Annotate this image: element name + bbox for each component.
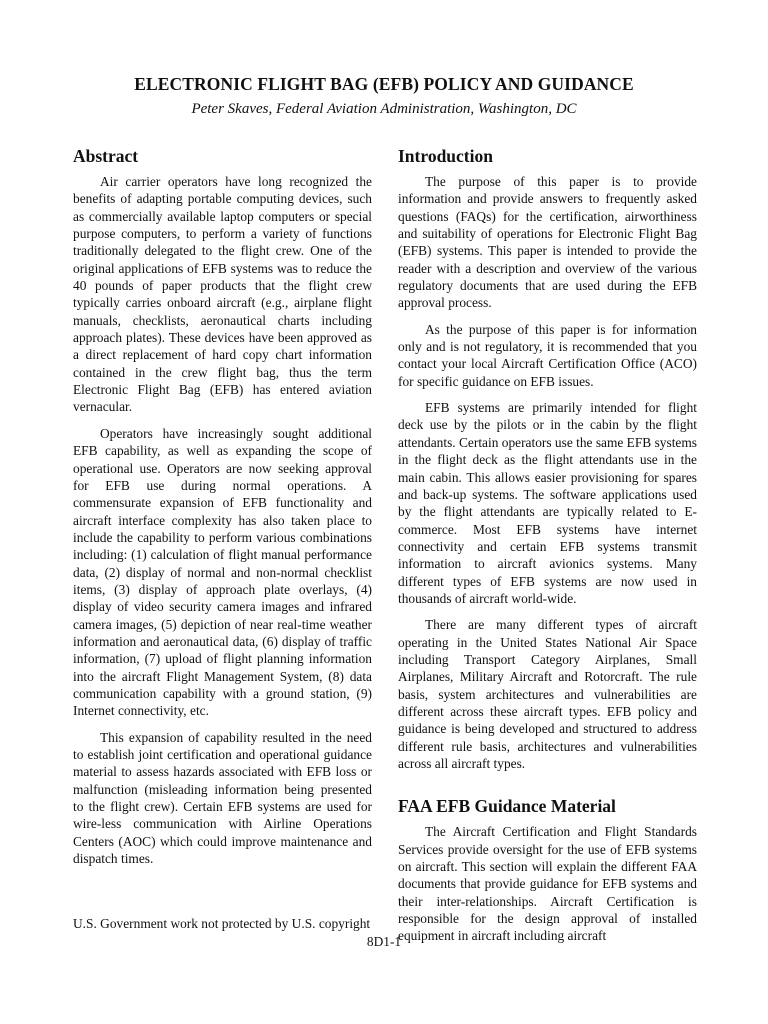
left-column — [73, 145, 372, 876]
guidance-heading: FAA EFB Guidance Material — [398, 796, 616, 817]
abstract-paragraph-1: Air carrier operators have long recognized the benefits of adapting portable computing devices, such as commercially available laptop computers or special purpose computers, to perform a variety of functions traditionally delegated to the flight crew. One of the original applications of EFB systems was to reduce the 40 pounds of paper products that the flight crew typically carries onboard aircraft (e.g., airplane flight manuals, checklists, aeronautical charts including approach plates). These devices have been approved as a direct replacement of hard copy chart information contained in the crew flight bag, thus the term Electronic Flight Bag (EFB) has entered aviation vernacular. — [73, 174, 372, 415]
abstract-heading: Abstract — [73, 146, 139, 166]
guidance-paragraph-1: The Aircraft Certification and Flight Standards Services provide oversight for the use of EFB systems on aircraft. This section will explain the different FAA documents that provide guidance for EFB systems and their inter-relationships. Aircraft Certification is responsible for the design approval of installed equipment in aircraft including aircraft — [398, 824, 697, 944]
abstract-paragraph-3: This expansion of capability resulted in the need to establish joint certification and operational guidance material to assess hazards associated with EFB loss or malfunction (misleading information being presented to the flight crew). Certain EFB systems are used for wire-less communication with Airline Operations Centers (AOC) which could improve maintenance and dispatch times. — [73, 729, 372, 867]
introduction-paragraph-1: The purpose of this paper is to provide information and provide answers to frequently asked questions (FAQs) for the certification, airworthiness and suitability of operations for Electronic Flight Bag (EFB) systems. This paper is intended to provide the reader with a description and overview of the various regulatory documents that are used during the EFB approval process. — [398, 174, 697, 311]
paper-title: ELECTRONIC FLIGHT BAG (EFB) POLICY AND GUIDANCE — [134, 74, 634, 94]
right-column — [398, 145, 697, 954]
paper-author: Peter Skaves, Federal Aviation Administration, Washington, DC — [191, 101, 577, 117]
page-number: 8D1-1 — [366, 934, 402, 949]
abstract-paragraph-2: Operators have increasingly sought additional EFB capability, as well as expanding the scope of operational use. Operators are now seeking approval for EFB use during normal operations. A commensurate expansion of EFB functionality and aircraft interface complexity has also taken place to include the capability to perform various combinations including: (1) calculation of flight manual performance data, (2) display of normal and non-normal checklist items, (3) display of approach plate overlays, (4) display of video security camera images and infrared camera images, (5) depiction of near real-time weather information and aeronautical data, (6) display of traffic information, (7) upload of flight planning information into the aircraft Flight Management System, (8) data communication capability with a ground station, (9) Internet connectivity, etc. — [73, 425, 372, 719]
introduction-paragraph-3: EFB systems are primarily intended for flight deck use by the pilots or in the cabin by the flight attendants. Certain operators use the same EFB systems in the flight deck as the flight attendants use in the main cabin. This allows easier provisioning for spares and back-up systems. The software applications used by the flight attendants are typically related to E-commerce. Most EFB systems have internet connectivity and certain EFB systems transmit information to aircraft avionics systems. Many different types of EFB systems are now used in thousands of aircraft world-wide. — [398, 400, 697, 606]
introduction-paragraph-2: As the purpose of this paper is for information only and is not regulatory, it is recommended that you contact your local Aircraft Certification Office (ACO) for specific guidance on EFB issues. — [398, 321, 697, 389]
introduction-heading: Introduction — [398, 146, 493, 166]
copyright-notice: U.S. Government work not protected by U.S. copyright — [73, 916, 371, 931]
introduction-paragraph-4: There are many different types of aircraft operating in the United States National Air Space including Transport Category Airplanes, Small Airplanes, Military Aircraft and Rotorcraft. The rule basis, system architectures and vulnerabilities are different across these aircraft types. EFB policy and guidance is being developed and structured to address different rule basis, architectures and vulnerabilities across all aircraft types. — [398, 617, 697, 771]
